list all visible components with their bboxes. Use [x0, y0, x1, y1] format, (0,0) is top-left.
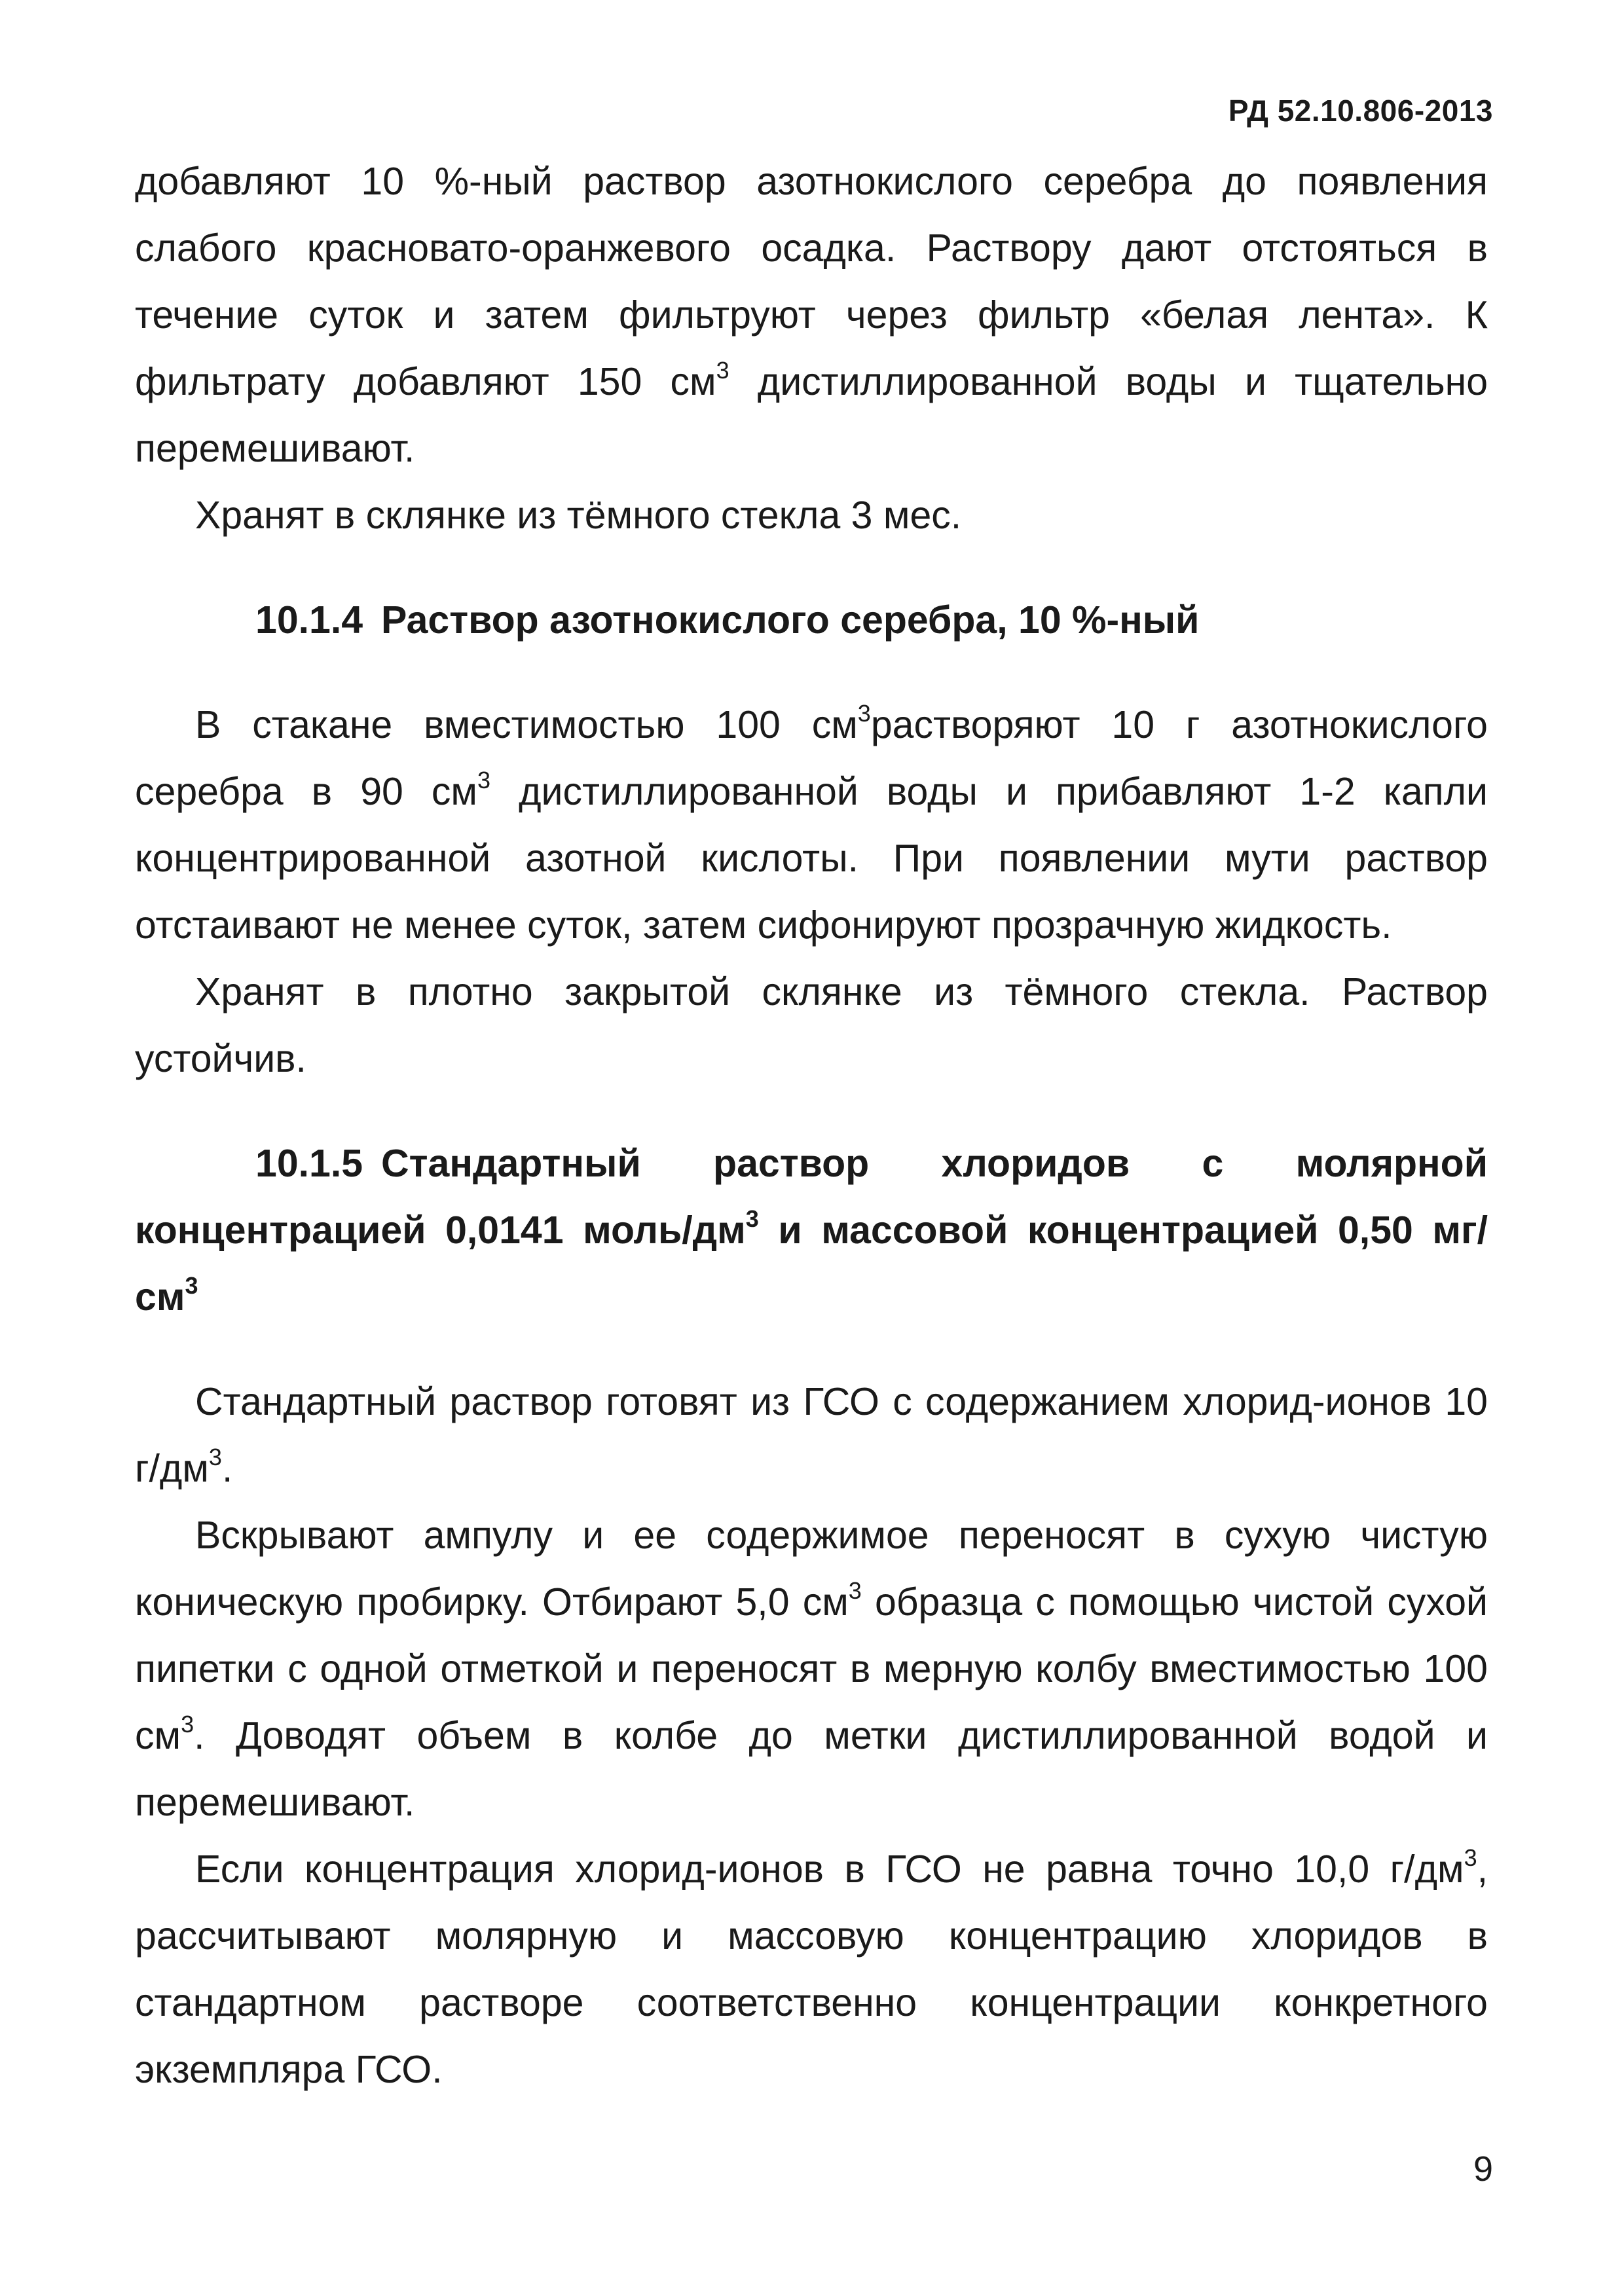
- spacer: [135, 1330, 1488, 1368]
- section-title: Раствор азотнокислого серебра, 10 %-ный: [381, 598, 1200, 642]
- section-heading-10-1-4: [135, 587, 1488, 653]
- spacer: [135, 549, 1488, 587]
- superscript: 3: [745, 1205, 759, 1233]
- section-10-1-4-paragraph-2: Хранят в плотно закрытой склянке из тёмного стекла. Раствор устойчив.: [135, 970, 1488, 1080]
- text-run: дистиллированной воды и тщательно перемешивают.: [135, 360, 1488, 470]
- section-heading-10-1-5: [135, 1130, 1488, 1330]
- text-run: Стандартный раствор готовят из ГСО с содержанием хлорид-ионов 10 г/дм: [135, 1380, 1488, 1490]
- superscript: 3: [181, 1711, 194, 1738]
- section-10-1-5-paragraph-2: [135, 1502, 1488, 1836]
- text-run: .: [221, 1447, 233, 1490]
- superscript: 3: [208, 1444, 222, 1471]
- text-run: Вскрывают ампулу и ее содержимое переносят в сухую чистую коническую пробирку. Отбирают 5,0 см: [135, 1514, 1488, 1624]
- text-run: , рассчитывают молярную и массовую концентрацию хлоридов в стандартном растворе соответственно концентрации конкретного экземпляра ГСО.: [135, 1848, 1488, 2091]
- text-run: Если концентрация хлорид-ионов в ГСО не равна точно 10,0 г/дм: [195, 1848, 1464, 1891]
- continuation-paragraph: [135, 148, 1488, 482]
- spacer: [135, 653, 1488, 691]
- text-run: добавляют 10 %-ный раствор азотнокислого серебра до появления слабого красновато-оранжевого осадка. Раствору дают отстояться в течение суток и затем фильтруют через фильтр «белая лента». К фильтрату добавляют 150 см: [135, 160, 1488, 403]
- text-run: дистиллированной воды и прибавляют 1-2 капли концентрированной азотной кислоты. При появлении мути раствор отстаивают не менее суток, затем сифонируют прозрачную жидкость.: [135, 770, 1488, 947]
- section-10-1-4-paragraph-1: [135, 691, 1488, 958]
- superscript: 3: [857, 700, 871, 727]
- section-number: 10.1.5: [255, 1142, 363, 1185]
- section-title-part: Стандартный раствор хлоридов с молярной концентрацией 0,0141 моль/дм: [135, 1142, 1488, 1252]
- superscript: 3: [848, 1577, 862, 1605]
- spacer: [135, 1092, 1488, 1130]
- section-title-part: и массовой концентрацией 0,50 мг/см: [135, 1209, 1488, 1319]
- storage-paragraph: Хранят в склянке из тёмного стекла 3 мес.: [195, 494, 962, 537]
- document-code: РД 52.10.806-2013: [1228, 94, 1493, 128]
- superscript: 3: [477, 767, 490, 794]
- superscript: 3: [1464, 1844, 1477, 1872]
- page-number: 9: [1473, 2149, 1493, 2189]
- superscript: 3: [185, 1272, 198, 1300]
- text-run: . Доводят объем в колбе до метки дистиллированной водой и перемешивают.: [135, 1714, 1488, 1824]
- text-run: растворяют 10 г азотнокислого серебра в 90 см: [135, 703, 1488, 813]
- text-run: образца с помощью чистой сухой пипетки с одной отметкой и переносят в мерную колбу вместимостью 100 см: [135, 1580, 1488, 1757]
- section-number: 10.1.4: [255, 598, 363, 642]
- text-run: В стакане вместимостью 100 см: [195, 703, 858, 746]
- superscript: 3: [716, 357, 729, 384]
- section-10-1-5-paragraph-1: [135, 1368, 1488, 1502]
- section-10-1-5-paragraph-3: [135, 1836, 1488, 2103]
- page-content: [135, 148, 1488, 2103]
